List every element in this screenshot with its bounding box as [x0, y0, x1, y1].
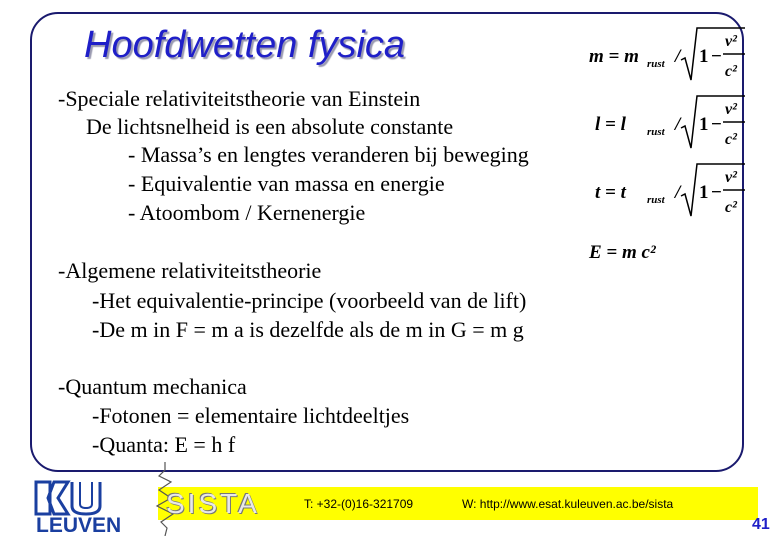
formula-den: c² — [725, 63, 737, 80]
formula-lhs: E = m c² — [589, 242, 656, 263]
text-line: - Equivalentie van massa en energie — [128, 171, 445, 196]
text-line: - Atoombom / Kernenergie — [128, 200, 366, 225]
formula-slash: / — [675, 46, 681, 67]
kuleuven-logo-text: LEUVEN — [36, 514, 122, 537]
footer-phone: T: +32-(0)16-321709 — [304, 497, 414, 511]
formula-num: v² — [725, 33, 737, 50]
formula-time — [585, 158, 750, 220]
formula-den: c² — [725, 199, 737, 216]
formula-sub: rust — [647, 58, 665, 70]
formula-mass — [585, 22, 750, 84]
text-line: - Massa’s en lengtes veranderen bij beweging — [128, 142, 529, 167]
formula-minus: − — [711, 46, 722, 67]
text-line: De lichtsnelheid is een absolute constante — [86, 114, 454, 139]
formula-lhs: l = l — [595, 114, 626, 135]
text-line: -De m in F = m a is dezelfde als de m in G = m g — [92, 317, 524, 342]
formula-lhs: t = t — [595, 182, 626, 203]
sista-logo: SISTA — [166, 488, 260, 519]
page-number: 41 — [752, 516, 770, 533]
text-line: -Het equivalentie-principe (voorbeeld van de lift) — [92, 288, 527, 313]
formula-slash: / — [675, 114, 681, 135]
formula-sub: rust — [647, 126, 665, 138]
footer-website: W: http://www.esat.kuleuven.ac.be/sista — [462, 497, 674, 511]
text-line: -Fotonen = elementaire lichtdeeltjes — [92, 403, 410, 428]
text-line: -Quanta: E = h f — [92, 432, 236, 457]
formula-slash: / — [675, 182, 681, 203]
slide-title: Hoofdwetten fysica — [84, 24, 406, 66]
kuleuven-logo-graphic — [34, 478, 126, 516]
formula-one: 1 — [699, 46, 709, 67]
formula-den: c² — [725, 131, 737, 148]
formula-energy — [585, 232, 705, 266]
formula-lhs: m = m — [589, 46, 639, 67]
formula-minus: − — [711, 182, 722, 203]
formula-sub: rust — [647, 194, 665, 206]
formula-num: v² — [725, 101, 737, 118]
formula-num: v² — [725, 169, 737, 186]
formula-minus: − — [711, 114, 722, 135]
formula-one: 1 — [699, 182, 709, 203]
formula-length — [585, 90, 750, 152]
text-line: -Quantum mechanica — [58, 374, 247, 399]
text-line: -Algemene relativiteitstheorie — [58, 258, 322, 283]
text-line: -Speciale relativiteitstheorie van Einstein — [58, 86, 421, 111]
formula-one: 1 — [699, 114, 709, 135]
